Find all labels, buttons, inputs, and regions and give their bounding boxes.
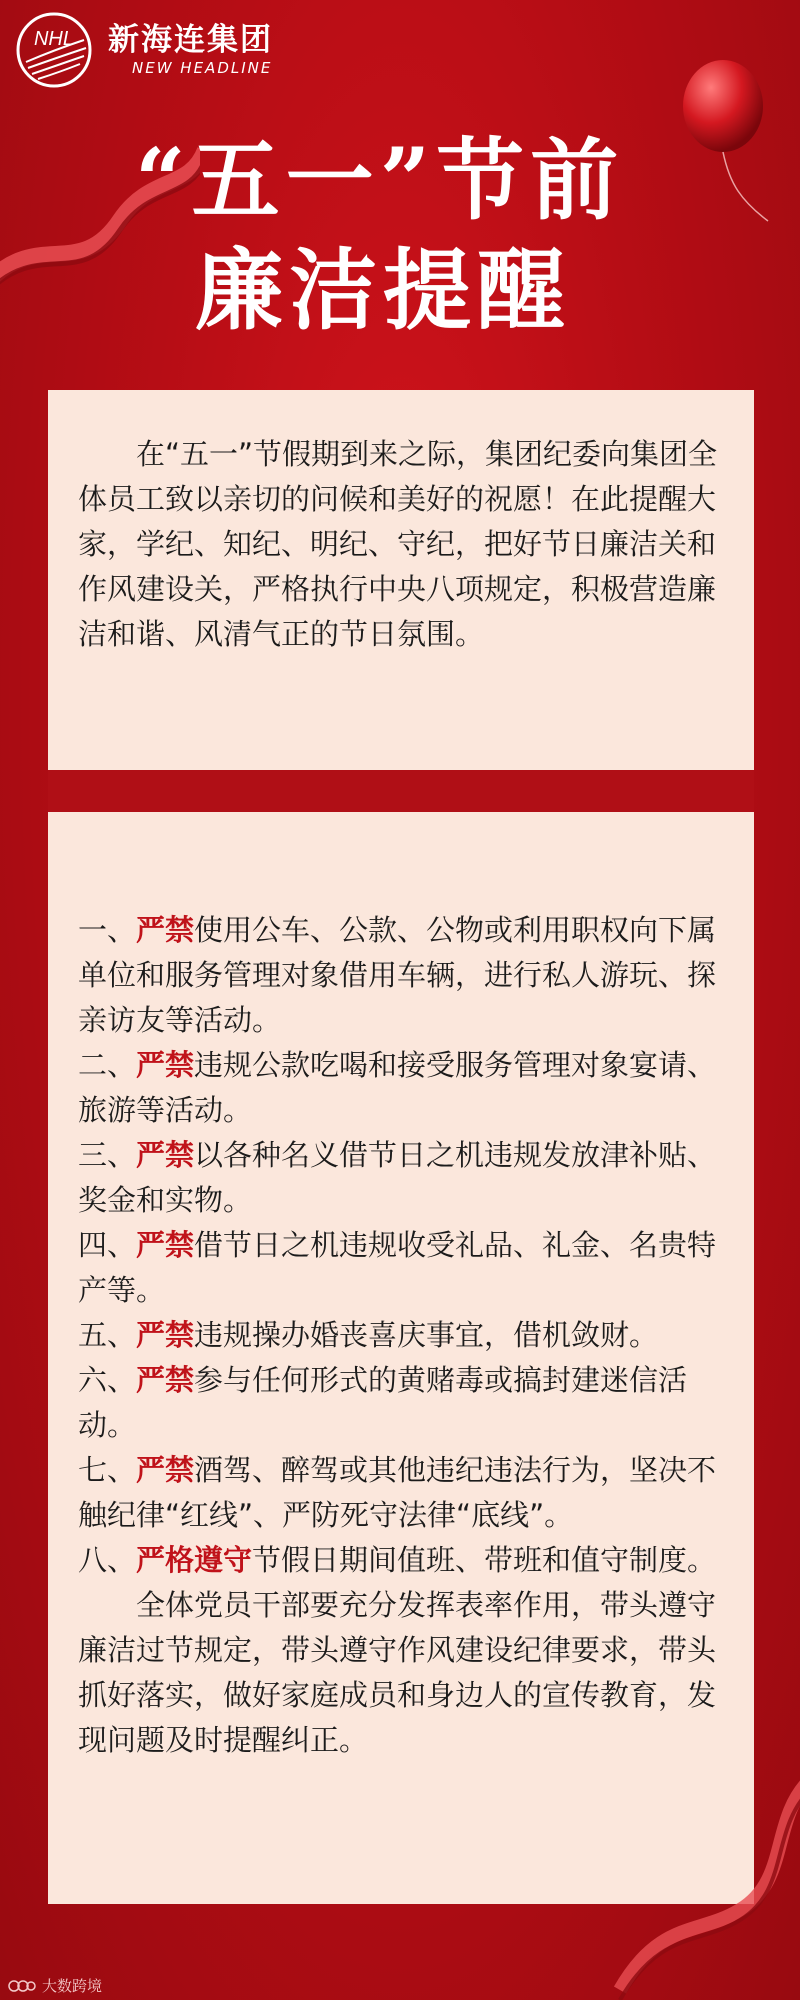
watermark-text: 大数跨境	[42, 1977, 103, 1995]
page-title-line1: “五一”节前	[135, 128, 625, 232]
brand-logo	[14, 10, 273, 90]
nhl-globe-logo-icon	[14, 10, 94, 90]
page-title-line2: 廉洁提醒	[195, 238, 572, 342]
rule-text: 违规操办婚丧喜庆事宜，借机敛财。	[194, 1318, 659, 1352]
red-balloon-icon	[678, 56, 778, 226]
svg-text:NHL: NHL	[33, 28, 75, 50]
brand-text	[108, 22, 273, 78]
rule-keyword: 严禁	[136, 913, 195, 947]
rule-keyword: 严禁	[136, 1138, 195, 1172]
footer-watermark	[8, 1975, 102, 1996]
rule-keyword: 严禁	[136, 1363, 195, 1397]
rule-item	[78, 1448, 724, 1538]
rule-keyword: 严禁	[136, 1318, 195, 1352]
rule-item	[78, 1043, 724, 1133]
rule-item	[78, 1133, 724, 1223]
rule-item	[78, 1358, 724, 1448]
rule-item	[78, 1538, 724, 1583]
rule-number: 二、	[78, 1048, 137, 1082]
rule-keyword: 严禁	[136, 1453, 195, 1487]
rule-number: 三、	[78, 1138, 137, 1172]
rule-number: 八、	[78, 1543, 137, 1577]
rule-keyword: 严格遵守	[136, 1543, 253, 1577]
rule-number: 七、	[78, 1453, 137, 1487]
card-divider	[48, 770, 754, 812]
rule-text: 参与任何形式的黄赌毒或搞封建迷信活动。	[78, 1363, 688, 1442]
intro-paragraph: 在“五一”节假期到来之际，集团纪委向集团全体员工致以亲切的问候和美好的祝愿！在此提醒大家，学纪、知纪、明纪、守纪，把好节日廉洁关和作风建设关，严格执行中央八项规定，积极营造廉洁和谐、风清气正的节日氛围。	[78, 437, 718, 651]
rule-text: 酒驾、醉驾或其他违纪违法行为，坚决不触纪律“红线”、严防死守法律“底线”。	[78, 1453, 717, 1532]
rule-text: 违规公款吃喝和接受服务管理对象宴请、旅游等活动。	[78, 1048, 717, 1127]
rule-text: 使用公车、公款、公物或利用职权向下属单位和服务管理对象借用车辆，进行私人游玩、探亲访友等活动。	[78, 913, 717, 1037]
red-ribbon-right-icon	[600, 1760, 800, 2000]
rule-keyword: 严禁	[136, 1048, 195, 1082]
watermark-logo-icon	[8, 1977, 36, 1995]
intro-card	[48, 390, 754, 770]
closing-paragraph: 全体党员干部要充分发挥表率作用，带头遵守廉洁过节规定，带头遵守作风建设纪律要求，带头抓好落实，做好家庭成员和身边人的宣传教育，发现问题及时提醒纠正。	[78, 1588, 717, 1757]
rule-text: 节假日期间值班、带班和值守制度。	[252, 1543, 717, 1577]
rule-number: 六、	[78, 1363, 137, 1397]
brand-name-en: NEW HEADLINE	[132, 59, 273, 77]
rule-text: 以各种名义借节日之机违规发放津补贴、奖金和实物。	[78, 1138, 717, 1217]
rule-number: 四、	[78, 1228, 137, 1262]
rule-number: 五、	[78, 1318, 137, 1352]
rules-list	[78, 908, 724, 1763]
rule-item	[78, 1313, 724, 1358]
brand-name-cn: 新海连集团	[108, 22, 273, 58]
rule-keyword: 严禁	[136, 1228, 195, 1262]
rule-number: 一、	[78, 913, 137, 947]
rule-item	[78, 1223, 724, 1313]
rules-card	[48, 812, 754, 1904]
rule-text: 借节日之机违规收受礼品、礼金、名贵特产等。	[78, 1228, 717, 1307]
rule-item	[78, 908, 724, 1043]
